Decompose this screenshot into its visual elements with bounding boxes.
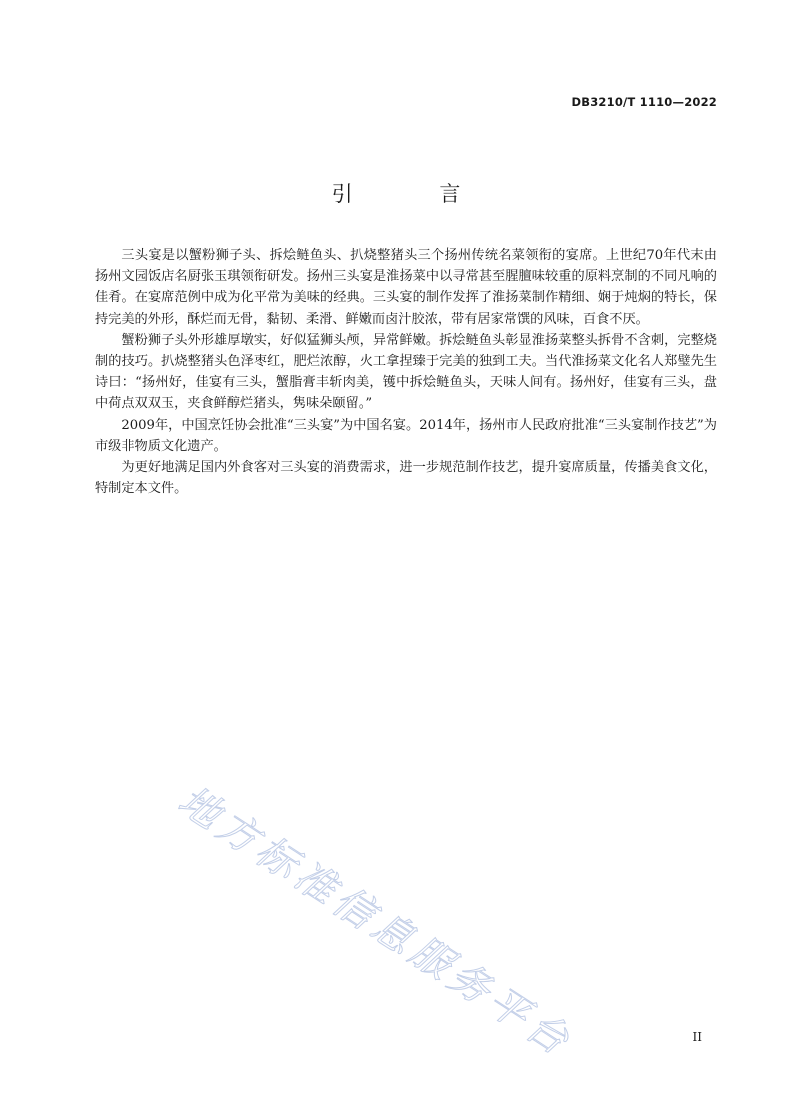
paragraph-4: 为更好地满足国内外食客对三头宴的消费需求，进一步规范制作技艺，提升宴席质量，传播美食文化，特制定本文件。 [95, 460, 717, 497]
watermark: 地方标准信息服务平台 [170, 777, 581, 1067]
section-title: 引 言 [331, 182, 501, 206]
paragraph-1: 三头宴是以蟹粉狮子头、拆烩鲢鱼头、扒烧整猪头三个扬州传统名菜领衔的宴席。上世纪70年代末由扬州文园饭店名厨张玉琪领衔研发。扬州三头宴是淮扬菜中以寻常甚至腥膻味较重的原料烹制的不同凡响的佳肴。在宴席范例中成为化平常为美味的经典。三头宴的制作发挥了淮扬菜制作精细、娴于炖焖的特长，保持完美的外形，酥烂而无骨，黏韧、柔滑、鲜嫩而卤汁胶浓，带有居家常馔的风味，百食不厌。 [95, 248, 717, 327]
page-number: II [692, 1030, 702, 1044]
document-code: DB3210/T 1110—2022 [571, 95, 717, 109]
introduction-body [95, 245, 717, 499]
paragraph-2: 蟹粉狮子头外形雄厚墩实，好似猛狮头颅，异常鲜嫩。拆烩鲢鱼头彰显淮扬菜整头拆骨不含刺，完整烧制的技巧。扒烧整猪头色泽枣红，肥烂浓醇，火工拿捏臻于完美的独到工夫。当代淮扬菜文化名人郑璧先生诗曰：“扬州好，佳宴有三头，蟹脂膏丰斩肉美，镬中拆烩鲢鱼头，天味人间有。扬州好，佳宴有三头，盘中荷点双双玉，夹食鲜醇烂猪头，隽味朵颐留。” [95, 332, 717, 412]
paragraph-3: 2009年，中国烹饪协会批准“三头宴”为中国名宴。2014年，扬州市人民政府批准“三头宴制作技艺”为市级非物质文化遗产。 [95, 417, 717, 454]
